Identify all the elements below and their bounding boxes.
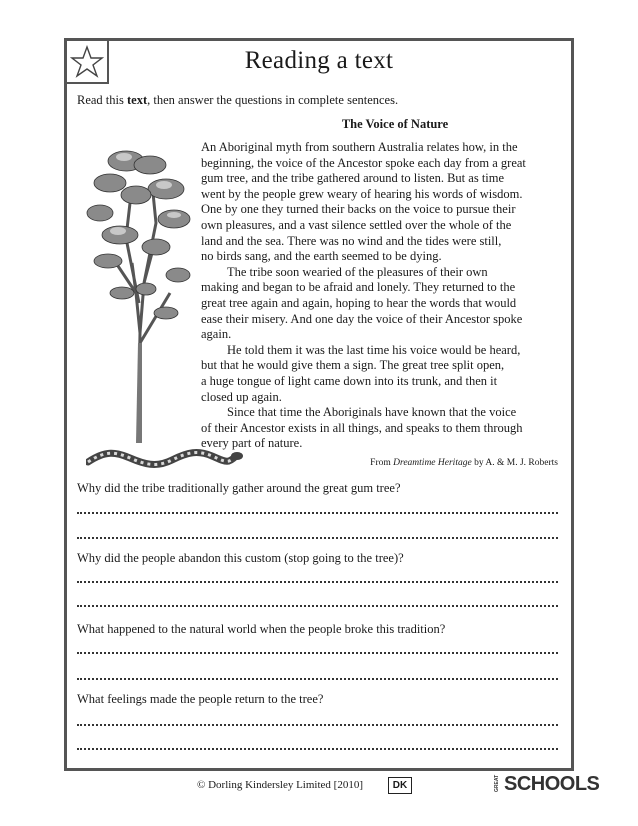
- question-3: What happened to the natural world when the people broke this tradition?: [77, 622, 446, 636]
- answer-line[interactable]: [77, 678, 558, 680]
- story-text: [201, 140, 561, 452]
- answer-line[interactable]: [77, 724, 558, 726]
- instructions-bold: text: [127, 93, 148, 107]
- answer-line[interactable]: [77, 748, 558, 750]
- question-2: Why did the people abandon this custom (stop going to the tree)?: [77, 551, 404, 565]
- instructions: [77, 93, 398, 108]
- credit-authors: by A. & M. J. Roberts: [471, 458, 558, 468]
- story-line: The tribe soon wearied of the pleasures of their own: [227, 264, 488, 279]
- answer-line[interactable]: [77, 652, 558, 654]
- story-line: gum tree, and the tribe gathered around to listen. But as time: [201, 171, 505, 186]
- answer-line[interactable]: [77, 581, 558, 583]
- answer-line[interactable]: [77, 537, 558, 539]
- story-line: no birds sang, and the earth seemed to be dying.: [201, 249, 442, 264]
- story-line: closed up again.: [201, 389, 282, 404]
- gum-tree-illustration: [86, 143, 196, 443]
- star-badge: [66, 40, 109, 84]
- story-line: beginning, the voice of the Ancestor spoke each day from a great: [201, 155, 526, 170]
- instructions-prefix: Read this: [77, 93, 127, 107]
- instructions-suffix: , then answer the questions in complete sentences.: [147, 93, 399, 107]
- credit-prefix: From: [370, 458, 394, 468]
- story-line: a huge tongue of light came down into its trunk, and then it: [201, 373, 498, 388]
- question-1: Why did the tribe traditionally gather around the great gum tree?: [77, 481, 401, 495]
- story-line: but that he would give them a sign. The great tree split open,: [201, 358, 505, 373]
- snake-illustration: [86, 446, 244, 472]
- story-line: He told them it was the last time his voice would be heard,: [227, 342, 521, 357]
- story-paragraph-4: [201, 405, 561, 452]
- story-line: went by the people grew weary of hearing his words of wisdom.: [201, 186, 523, 201]
- page-title: Reading a text: [244, 47, 394, 74]
- greatschools-logo-great: GREAT: [494, 774, 500, 792]
- greatschools-logo-schools: SCHOOLS: [504, 773, 600, 795]
- story-line: An Aboriginal myth from southern Australia relates how, in the: [201, 140, 518, 154]
- story-paragraph-3: [201, 343, 561, 405]
- source-credit: [370, 458, 558, 468]
- story-line: of their Ancestor exists in all things, and speaks to them through: [201, 420, 523, 435]
- story-line: great tree again and again, hoping to hear the words that would: [201, 295, 517, 310]
- story-line: Since that time the Aboriginals have known that the voice: [227, 405, 517, 420]
- story-line: One by one they turned their backs on the voice to pursue their: [201, 202, 516, 217]
- story-line: again.: [201, 327, 232, 342]
- credit-book-title: Dreamtime Heritage: [393, 458, 472, 468]
- story-line: making and began to be afraid and lonely. They returned to the: [201, 280, 516, 295]
- copyright-text: © Dorling Kindersley Limited [2010]: [197, 779, 363, 791]
- answer-line[interactable]: [77, 605, 558, 607]
- story-line: land and the sea. There was no wind and the tides were still,: [201, 233, 502, 248]
- dk-logo: DK: [388, 777, 412, 794]
- story-title: The Voice of Nature: [341, 117, 449, 131]
- story-line: ease their misery. And one day the voice of their Ancestor spoke: [201, 311, 523, 326]
- story-line: own pleasures, and a vast silence settled over the whole of the: [201, 217, 512, 232]
- story-line: every part of nature.: [201, 436, 303, 451]
- question-4: What feelings made the people return to the tree?: [77, 692, 324, 706]
- story-paragraph-1: [201, 140, 561, 265]
- story-paragraph-2: [201, 265, 561, 343]
- star-icon: [70, 45, 104, 79]
- answer-line[interactable]: [77, 512, 558, 514]
